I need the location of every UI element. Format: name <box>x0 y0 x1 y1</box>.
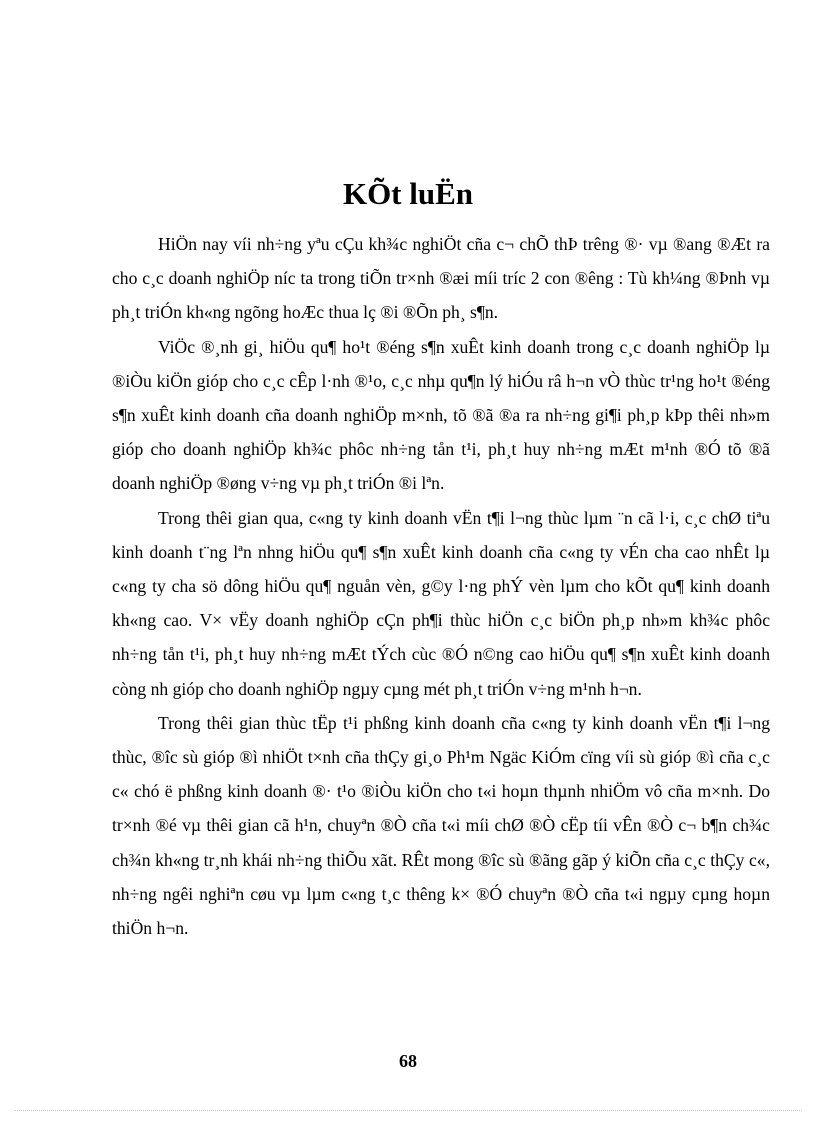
page-number: 68 <box>399 1051 417 1071</box>
paragraph-1: HiÖn nay víi nh÷ng yªu cÇu kh¾c nghiÖt cña c¬ chÕ thÞ trêng ®· vµ ®ang ®Æt ra cho c¸c doanh nghiÖp níc ta trong tiÕn tr×nh ®æi míi tríc 2 con ®êng : Tù kh¼ng ®Þnh vµ ph¸t triÓn kh«ng ngõng hoÆc thua lç ®i ®Õn ph¸ s¶n. <box>112 234 770 323</box>
page-title: KÕt luËn <box>342 176 474 211</box>
body-text <box>112 227 770 945</box>
paragraph-4: Trong thêi gian thùc tËp t¹i phßng kinh doanh cña c«ng ty kinh doanh vËn t¶i l¬ng thùc, ®îc sù gióp ®ì nhiÖt t×nh cña thÇy gi¸o Ph¹m Ngäc KiÓm cïng víi sù gióp ®ì cña c¸c c« chó ë phßng kinh doanh ®· t¹o ®iÒu kiÖn cho t«i hoµn thµnh nhiÖm vô cña m×nh. Do tr×nh ®é vµ thêi gian cã h¹n, chuyªn ®Ò cña t«i míi chØ ®Ò cËp tíi vÊn ®Ò c¬ b¶n ch¾c ch¾n kh«ng tr¸nh khái nh÷ng thiÕu xãt. RÊt mong ®îc sù ®ãng gãp ý kiÕn cña c¸c thÇy c«, nh÷ng ngêi nghiªn cøu vµ lµm c«ng t¸c thêng k× ®Ó chuyªn ®Ò cña t«i ngµy cµng hoµn thiÖn h¬n. <box>112 712 770 939</box>
paragraph-3: Trong thêi gian qua, c«ng ty kinh doanh vËn t¶i l¬ng thùc lµm ¨n cã l·i, c¸c chØ tiªu kinh doanh t¨ng lªn nhng hiÖu qu¶ s¶n xuÊt kinh doanh cña c«ng ty vÉn cha cao nhÊt lµ c«ng ty cha sö dông hiÖu qu¶ nguån vèn, g©y l·ng phÝ vèn lµm cho kÕt qu¶ kinh doanh kh«ng cao. V× vËy doanh nghiÖp cÇn ph¶i thùc hiÖn c¸c biÖn ph¸p nh»m kh¾c phôc nh÷ng tån t¹i, ph¸t huy nh÷ng mÆt tÝch cùc ®Ó n©ng cao hiÖu qu¶ s¶n xuÊt kinh doanh còng nh gióp cho doanh nghiÖp ngµy cµng mét ph¸t triÓn v÷ng m¹nh h¬n. <box>112 507 770 699</box>
page-bottom-divider <box>14 1110 802 1111</box>
paragraph-2: ViÖc ®¸nh gi¸ hiÖu qu¶ ho¹t ®éng s¶n xuÊt kinh doanh trong c¸c doanh nghiÖp lµ ®iÒu kiÖn gióp cho c¸c cÊp l·nh ®¹o, c¸c nhµ qu¶n lý hiÓu râ h¬n vÒ thùc tr¹ng ho¹t ®éng s¶n xuÊt kinh doanh cña doanh nghiÖp m×nh, tõ ®ã ®a ra nh÷ng gi¶i ph¸p kÞp thêi nh»m gióp cho doanh nghiÖp kh¾c phôc nh÷ng tån t¹i, ph¸t huy nh÷ng mÆt m¹nh ®Ó tõ ®ã doanh nghiÖp ®øng v÷ng vµ ph¸t triÓn ®i lªn. <box>112 336 770 494</box>
